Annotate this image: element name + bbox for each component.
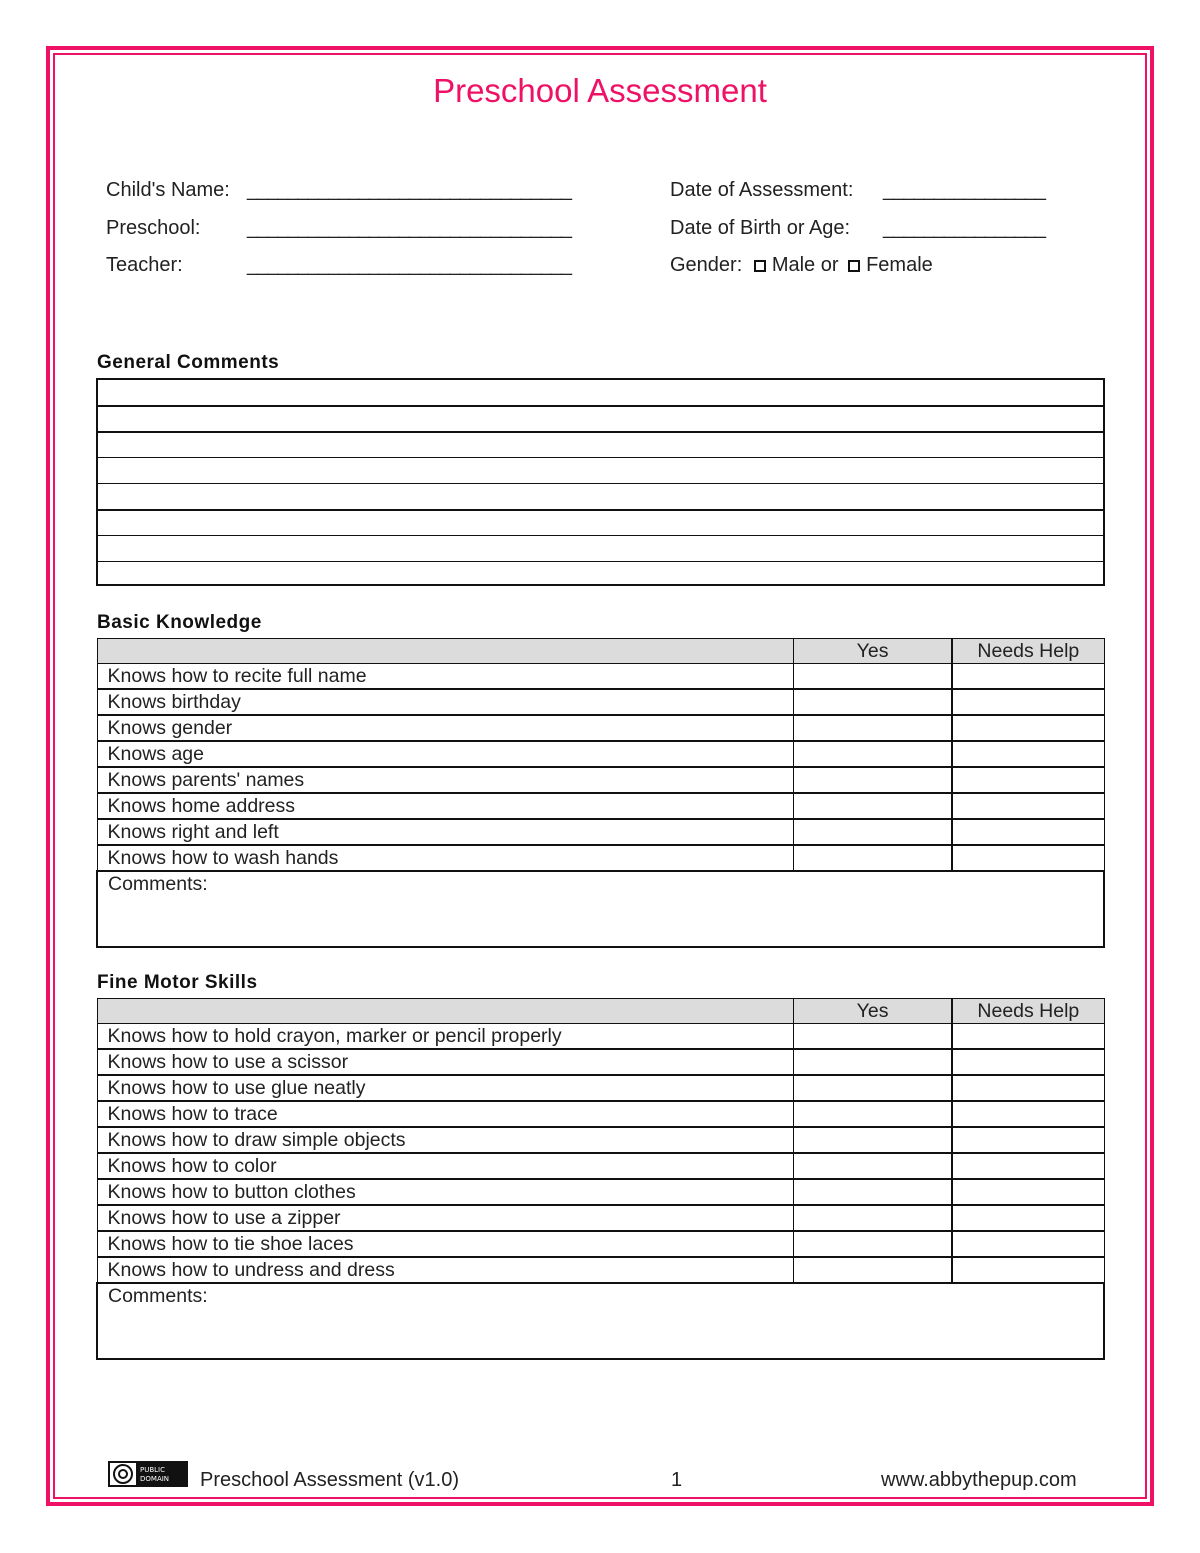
yes-cell[interactable] — [793, 1024, 952, 1050]
item-label: Knows how to color — [97, 1153, 793, 1179]
needs-help-cell[interactable] — [952, 1179, 1104, 1205]
needs-help-cell[interactable] — [952, 664, 1104, 690]
needs-help-cell[interactable] — [952, 1024, 1104, 1050]
item-label: Knows how to button clothes — [97, 1179, 793, 1205]
footer-website-link[interactable]: www.abbythepup.com — [881, 1469, 1077, 1491]
item-label: Knows how to tie shoe laces — [97, 1231, 793, 1257]
table-row — [97, 664, 1104, 690]
public-domain-badge-icon — [108, 1461, 188, 1487]
yes-cell[interactable] — [793, 793, 952, 819]
yes-cell[interactable] — [793, 1075, 952, 1101]
teacher-label: Teacher: — [106, 254, 183, 276]
item-label: Knows how to use a zipper — [97, 1205, 793, 1231]
needs-help-header: Needs Help — [952, 999, 1104, 1024]
comment-line — [98, 535, 1103, 536]
basic-knowledge-comments[interactable]: Comments: — [97, 871, 1104, 947]
item-label: Knows home address — [97, 793, 793, 819]
header-blank-cell — [97, 639, 793, 664]
needs-help-cell[interactable] — [952, 1049, 1104, 1075]
gender-row — [670, 254, 933, 277]
item-label: Knows age — [97, 741, 793, 767]
table-row — [97, 767, 1104, 793]
item-label: Knows how to trace — [97, 1101, 793, 1127]
needs-help-cell[interactable] — [952, 1101, 1104, 1127]
table-row — [97, 1231, 1104, 1257]
yes-cell[interactable] — [793, 1049, 952, 1075]
table-row — [97, 1075, 1104, 1101]
item-label: Knows how to draw simple objects — [97, 1127, 793, 1153]
yes-cell[interactable] — [793, 845, 952, 871]
fine-motor-title: Fine Motor Skills — [97, 972, 258, 993]
yes-cell[interactable] — [793, 1101, 952, 1127]
item-label: Knows birthday — [97, 689, 793, 715]
childs-name-field[interactable]: ________________________________ — [247, 179, 571, 201]
item-label: Knows how to use a scissor — [97, 1049, 793, 1075]
badge-text-public: PUBLIC — [140, 1466, 165, 1474]
needs-help-header: Needs Help — [952, 639, 1104, 664]
comment-line — [98, 457, 1103, 458]
needs-help-cell[interactable] — [952, 1257, 1104, 1283]
table-row — [97, 1153, 1104, 1179]
header-blank-cell — [97, 999, 793, 1024]
needs-help-cell[interactable] — [952, 741, 1104, 767]
needs-help-cell[interactable] — [952, 767, 1104, 793]
item-label: Knows how to undress and dress — [97, 1257, 793, 1283]
footer-doc-name: Preschool Assessment (v1.0) — [200, 1469, 459, 1491]
table-row — [97, 1257, 1104, 1283]
childs-name-label: Child's Name: — [106, 179, 230, 201]
preschool-field[interactable]: ________________________________ — [247, 217, 571, 239]
table-row — [97, 793, 1104, 819]
yes-cell[interactable] — [793, 819, 952, 845]
needs-help-cell[interactable] — [952, 1153, 1104, 1179]
comment-line — [98, 405, 1103, 407]
yes-cell[interactable] — [793, 1231, 952, 1257]
table-row — [97, 689, 1104, 715]
yes-cell[interactable] — [793, 1205, 952, 1231]
needs-help-cell[interactable] — [952, 819, 1104, 845]
preschool-label: Preschool: — [106, 217, 201, 239]
table-row — [97, 741, 1104, 767]
teacher-field[interactable]: ________________________________ — [247, 254, 571, 276]
male-label: Male or — [771, 254, 839, 276]
yes-cell[interactable] — [793, 664, 952, 690]
date-assessment-field[interactable]: ________________ — [883, 179, 1045, 201]
comment-line — [98, 483, 1103, 484]
fine-motor-comments[interactable]: Comments: — [97, 1283, 1104, 1359]
needs-help-cell[interactable] — [952, 1231, 1104, 1257]
needs-help-cell[interactable] — [952, 689, 1104, 715]
general-comments-box[interactable] — [96, 378, 1105, 586]
needs-help-cell[interactable] — [952, 793, 1104, 819]
table-row — [97, 1101, 1104, 1127]
date-birth-field[interactable]: ________________ — [883, 217, 1045, 239]
needs-help-cell[interactable] — [952, 1075, 1104, 1101]
yes-header: Yes — [793, 639, 952, 664]
table-row — [97, 845, 1104, 871]
table-row — [97, 1205, 1104, 1231]
male-checkbox[interactable] — [754, 260, 766, 272]
comment-line — [98, 561, 1103, 562]
needs-help-cell[interactable] — [952, 1127, 1104, 1153]
yes-cell[interactable] — [793, 767, 952, 793]
yes-cell[interactable] — [793, 715, 952, 741]
gender-label: Gender: — [670, 254, 743, 276]
date-birth-label: Date of Birth or Age: — [670, 217, 851, 239]
yes-cell[interactable] — [793, 1127, 952, 1153]
basic-knowledge-table — [96, 638, 1105, 948]
item-label: Knows how to wash hands — [97, 845, 793, 871]
basic-knowledge-title: Basic Knowledge — [97, 612, 262, 633]
table-row — [97, 819, 1104, 845]
yes-cell[interactable] — [793, 1179, 952, 1205]
table-row — [97, 1049, 1104, 1075]
date-assessment-label: Date of Assessment: — [670, 179, 854, 201]
needs-help-cell[interactable] — [952, 1205, 1104, 1231]
comment-line — [98, 509, 1103, 511]
table-row — [97, 1024, 1104, 1050]
female-checkbox[interactable] — [848, 260, 860, 272]
item-label: Knows right and left — [97, 819, 793, 845]
item-label: Knows gender — [97, 715, 793, 741]
yes-cell[interactable] — [793, 741, 952, 767]
needs-help-cell[interactable] — [952, 715, 1104, 741]
item-label: Knows how to recite full name — [97, 664, 793, 690]
yes-cell[interactable] — [793, 689, 952, 715]
general-comments-title: General Comments — [97, 352, 280, 373]
item-label: Knows parents' names — [97, 767, 793, 793]
badge-text-domain: DOMAIN — [140, 1475, 170, 1483]
fine-motor-table — [96, 998, 1105, 1360]
table-row — [97, 1127, 1104, 1153]
item-label: Knows how to hold crayon, marker or pencil properly — [97, 1024, 793, 1050]
female-label: Female — [866, 254, 933, 276]
yes-cell[interactable] — [793, 1257, 952, 1283]
yes-cell[interactable] — [793, 1153, 952, 1179]
item-label: Knows how to use glue neatly — [97, 1075, 793, 1101]
needs-help-cell[interactable] — [952, 845, 1104, 871]
page-title: Preschool Assessment — [433, 72, 767, 109]
comment-line — [98, 431, 1103, 433]
table-row — [97, 1179, 1104, 1205]
footer-page-number: 1 — [671, 1469, 683, 1491]
table-row — [97, 715, 1104, 741]
yes-header: Yes — [793, 999, 952, 1024]
